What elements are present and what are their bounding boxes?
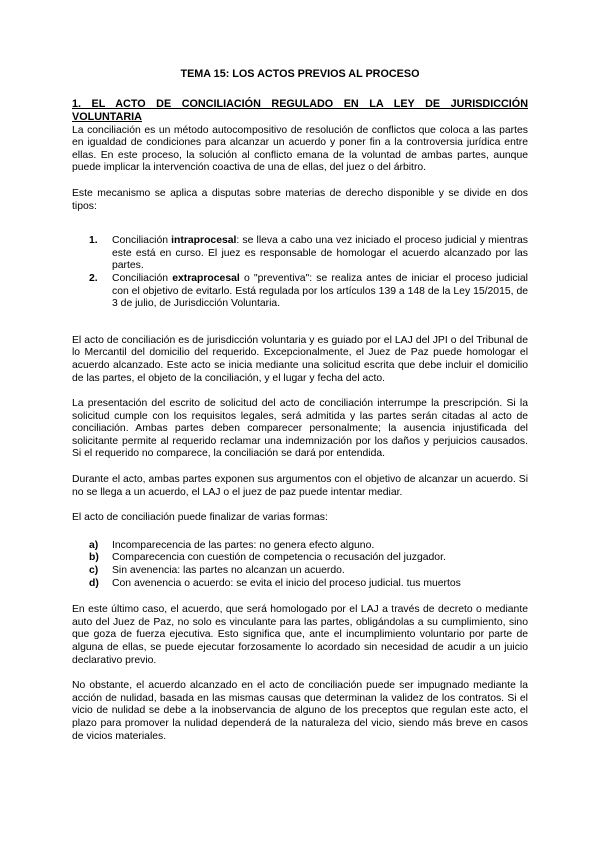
list-marker: d) — [89, 577, 99, 589]
list-item: b) Comparecencia con cuestión de competencia o recusación del juzgador. — [89, 552, 446, 564]
list-item: c) Sin avenencia: las partes no alcanzan un acuerdo. — [89, 565, 345, 577]
paragraph-act: Durante el acto, ambas partes exponen sus argumentos con el objetivo de alcanzar un acuerdo. Si no se llega a un acuerdo, el LAJ o el juez de paz puede intentar mediar. — [72, 474, 528, 498]
keyword: extraprocesal — [172, 272, 240, 284]
paragraph-procedure: El acto de conciliación es de jurisdicción voluntaria y es guiado por el LAJ del JPI o del Tribunal de lo Mercantil del domicilio del requerido. Excepcionalmente, el Juez de Paz puede homologar el acuerdo alcanzado. Este acto se inicia mediante una solicitud escrita que debe incluir el domicilio de las partes, el objeto de la conciliación, y el lugar y fecha del acto. — [72, 334, 528, 384]
section-heading: 1. EL ACTO DE CONCILIACIÓN REGULADO EN LA LEY DE JURISDICCIÓN — [72, 97, 528, 110]
endings-list — [72, 540, 528, 590]
conciliation-types-list — [72, 235, 528, 311]
list-item: d) Con avenencia o acuerdo: se evita el inicio del proceso judicial. tus muertos — [89, 577, 461, 589]
paragraph-definition: La conciliación es un método autocompositivo de resolución de conflictos que coloca a las partes en igualdad de condiciones para alcanzar un acuerdo y poner fin a la controversia jurídica entre ellas. En este proceso, la solución al conflicto emana de la voluntad de ambas partes, aunque puede implicar la intervención coactiva de una de ellas, del juez o del árbitro. — [72, 124, 528, 174]
paragraph-types-intro: Este mecanismo se aplica a disputas sobre materias de derecho disponible y se divide en dos tipos: — [72, 187, 528, 212]
paragraph-nullity: No obstante, el acuerdo alcanzado en el acto de conciliación puede ser impugnado mediante la acción de nulidad, basada en las mismas causas que determinan la validez de los contratos. Si el vicio de nulidad se debe a la inobservancia de alguno de los preceptos que regulan este acto, el plazo para promover la nulidad dependerá de la naturaleza del vicio, siendo más breve en casos de vicios materiales. — [72, 680, 528, 742]
paragraph-prescription: La presentación del escrito de solicitud del acto de conciliación interrumpe la prescripción. Si la solicitud cumple con los requisitos legales, será admitida y las partes serán citadas al acto de conciliación. Ambas partes deben comparecer personalmente; la ausencia injustificada del solicitante permite al requerido reclamar una indemnización por los daños y perjuicios causados. Si el requerido no comparece, la conciliación se dará por entendida. — [72, 398, 528, 460]
list-item: a) Incomparecencia de las partes: no genera efecto alguno. — [89, 539, 375, 551]
list-item: 1. Conciliación intraprocesal: se lleva a cabo una vez iniciado el proceso judicial y mientras este está en curso. El juez es responsable de homologar el acuerdo alcanzado por las partes. — [89, 235, 528, 272]
list-marker: b) — [89, 552, 99, 564]
list-marker: c) — [89, 565, 99, 577]
document-page — [72, 68, 528, 743]
list-marker: 1. — [89, 235, 98, 247]
keyword: intraprocesal — [171, 235, 237, 247]
paragraph-homologation: En este último caso, el acuerdo, que será homologado por el LAJ a través de decreto o mediante auto del Juez de Paz, no solo es vinculante para las partes, obligándolas a su cumplimiento, sino que goza de fuerza ejecutiva. Esto significa que, ante el incumplimiento voluntario por parte de alguna de ellas, se puede ejecutar forzosamente lo acordado sin necesidad de acudir a un juicio declarativo previo. — [72, 604, 528, 666]
list-item: 2. Conciliación extraprocesal o "preventiva": se realiza antes de iniciar el proceso judicial con el objetivo de evitarlo. Está regulada por los artículos 139 a 148 de la Ley 15/2015, de 3 de julio, de Jurisdicción Voluntaria. — [89, 272, 528, 310]
document-title: TEMA 15: LOS ACTOS PREVIOS AL PROCESO — [180, 68, 420, 80]
section-heading-continuation: VOLUNTARIA — [72, 110, 142, 123]
list-marker: a) — [89, 539, 99, 551]
paragraph-endings-intro: El acto de conciliación puede finalizar de varias formas: — [72, 512, 328, 524]
list-marker: 2. — [89, 272, 98, 284]
